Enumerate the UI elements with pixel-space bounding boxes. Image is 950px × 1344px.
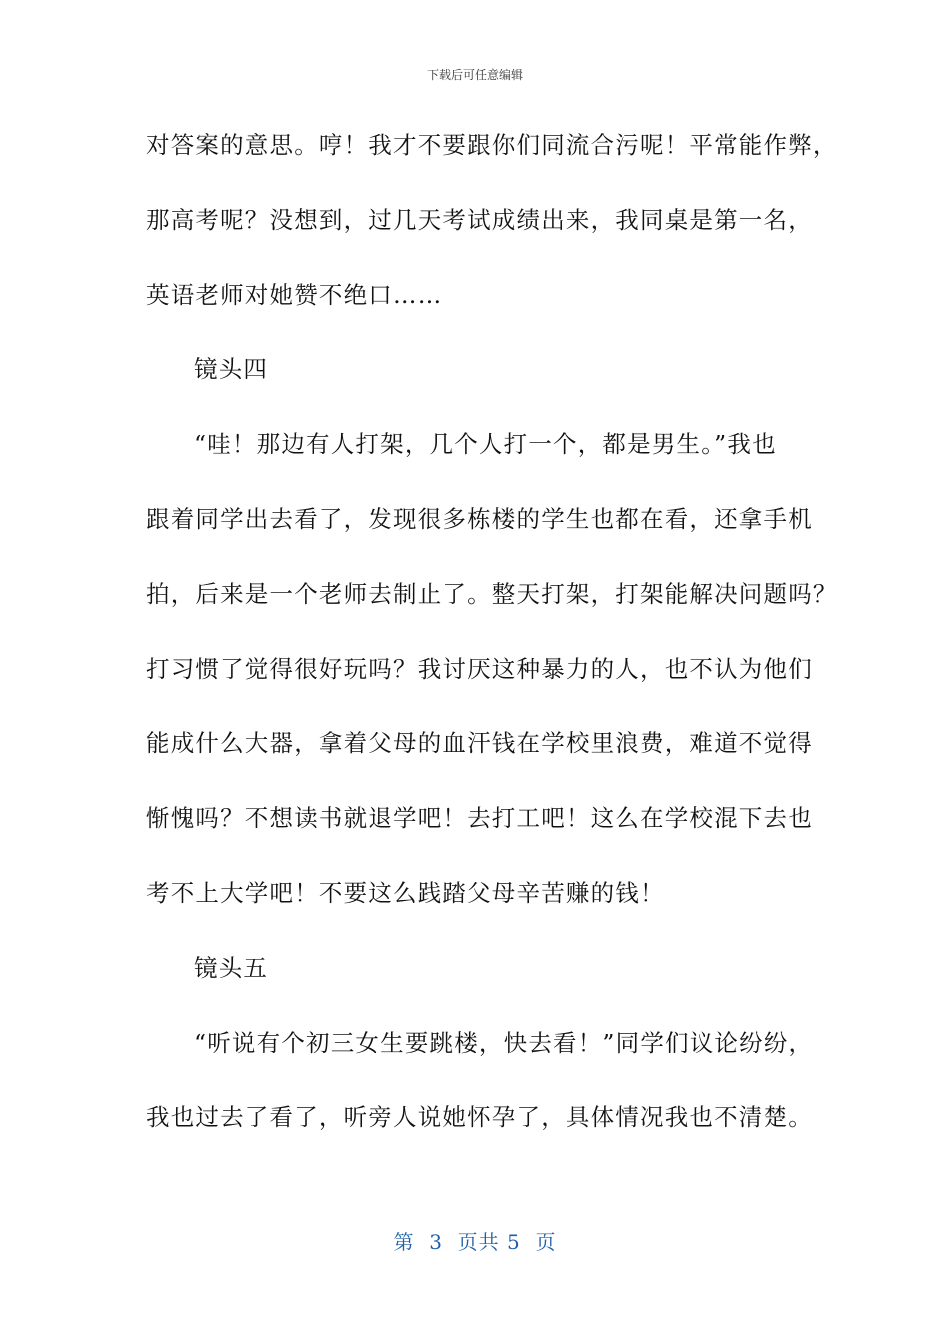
text-line: 能成什么大器，拿着父母的血汗钱在学校里浪费，难道不觉得 — [146, 729, 813, 758]
text-line: 那高考呢？没想到，过几天考试成绩出来，我同桌是第一名， — [146, 205, 813, 234]
text-line: 拍，后来是一个老师去制止了。整天打架，打架能解决问题吗？ — [146, 579, 838, 608]
text-line: “听说有个初三女生要跳楼，快去看！”同学们议论纷纷， — [194, 1028, 814, 1057]
text-line: 打习惯了觉得很好玩吗？我讨厌这种暴力的人，也不认为他们 — [146, 654, 813, 683]
text-line: 对答案的意思。哼！我才不要跟你们同流合污呢！平常能作弊， — [146, 131, 838, 159]
page-number-footer: 第 3 页共 5 页 — [393, 1230, 557, 1254]
text-line: 英语老师对她赞不绝口…… — [146, 280, 443, 309]
document-body — [146, 118, 838, 1165]
text-line: 惭愧吗？不想读书就退学吧！去打工吧！这么在学校混下去也 — [146, 804, 813, 833]
text-line: 跟着同学出去看了，发现很多栋楼的学生也都在看，还拿手机 — [146, 504, 813, 533]
text-line: 我也过去了看了，听旁人说她怀孕了，具体情况我也不清楚。 — [146, 1103, 813, 1132]
text-line: 考不上大学吧！不要这么践踏父母辛苦赚的钱！ — [146, 878, 665, 907]
section-heading: 镜头五 — [194, 953, 269, 982]
page-header: 下载后可任意编辑 — [426, 68, 523, 82]
section-heading: 镜头四 — [194, 355, 269, 384]
text-line: “哇！那边有人打架，几个人打一个，都是男生。”我也 — [194, 430, 777, 459]
